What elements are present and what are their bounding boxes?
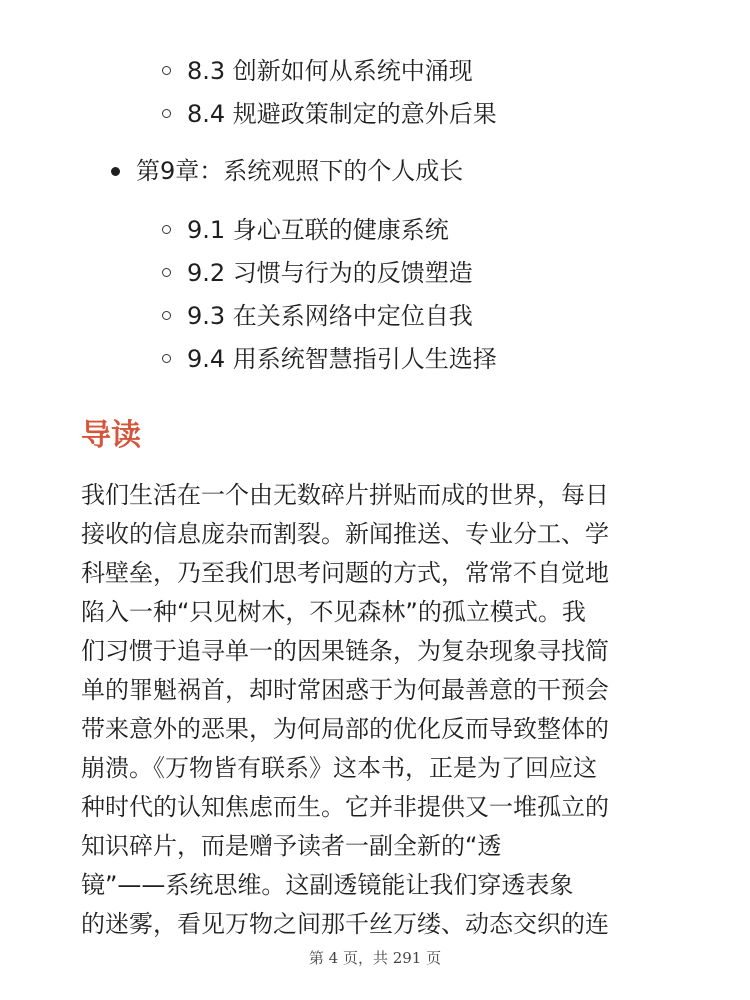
paragraph-line: 们习惯于追寻单一的因果链条，为复杂现象寻找简 bbox=[81, 637, 609, 665]
paragraph-line: 陷入一种“只见树木，不见森林”的孤立模式。我 bbox=[81, 598, 586, 626]
paragraph-line: 镜”——系统思维。这副透镜能让我们穿透表象 bbox=[81, 871, 574, 899]
hollow-circle-bullet-icon bbox=[162, 311, 171, 320]
paragraph-line: 的迷雾，看见万物之间那千丝万缕、动态交织的连 bbox=[81, 910, 609, 938]
paragraph-line: 种时代的认知焦虑而生。它并非提供又一堆孤立的 bbox=[81, 793, 609, 821]
paragraph-line: 我们生活在一个由无数碎片拼贴而成的世界，每日 bbox=[81, 481, 609, 509]
section-paragraph bbox=[81, 476, 671, 944]
toc-item-label: 9.2 习惯与行为的反馈塑造 bbox=[187, 259, 473, 287]
paragraph-line: 接收的信息庞杂而割裂。新闻推送、专业分工、学 bbox=[81, 520, 609, 548]
hollow-circle-bullet-icon bbox=[162, 66, 171, 75]
paragraph-line: 带来意外的恶果，为何局部的优化反而导致整体的 bbox=[81, 715, 609, 743]
paragraph-line: 知识碎片，而是赠予读者一副全新的“透 bbox=[81, 832, 502, 860]
paragraph-line: 单的罪魁祸首，却时常困惑于为何最善意的干预会 bbox=[81, 676, 609, 704]
toc-item-label: 8.4 规避政策制定的意外后果 bbox=[187, 100, 497, 128]
paragraph-line: 科壁垒，乃至我们思考问题的方式，常常不自觉地 bbox=[81, 559, 609, 587]
toc-item-label: 9.4 用系统智慧指引人生选择 bbox=[187, 345, 497, 373]
filled-circle-bullet-icon bbox=[111, 167, 120, 176]
toc-item-label: 9.1 身心互联的健康系统 bbox=[187, 216, 449, 244]
toc-item-label: 8.3 创新如何从系统中涌现 bbox=[187, 57, 473, 85]
hollow-circle-bullet-icon bbox=[162, 268, 171, 277]
hollow-circle-bullet-icon bbox=[162, 225, 171, 234]
section-heading: 导读 bbox=[81, 418, 141, 453]
hollow-circle-bullet-icon bbox=[162, 354, 171, 363]
hollow-circle-bullet-icon bbox=[162, 109, 171, 118]
toc-chapter-label: 第9章：系统观照下的个人成长 bbox=[136, 157, 464, 185]
toc-item-label: 9.3 在关系网络中定位自我 bbox=[187, 302, 473, 330]
paragraph-line: 崩溃。《万物皆有联系》这本书，正是为了回应这 bbox=[81, 754, 597, 782]
page-number-footer: 第 4 页，共 291 页 bbox=[308, 949, 442, 967]
